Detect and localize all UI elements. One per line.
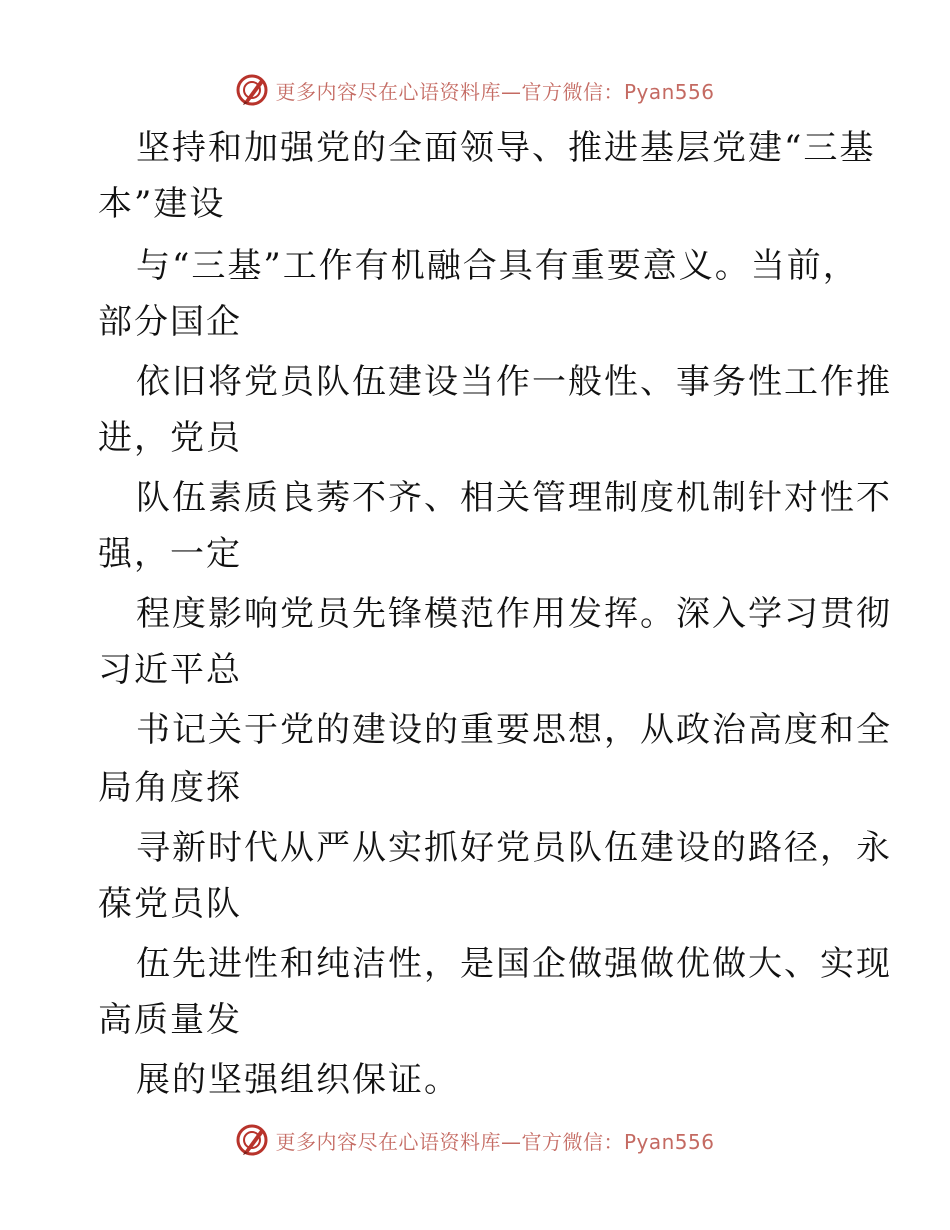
text-line: 书记关于党的建设的重要思想，从政治高度和全 (136, 710, 892, 750)
text-line: 队伍素质良莠不齐、相关管理制度机制针对性不 (136, 478, 892, 518)
text-line: 部分国企 (98, 302, 242, 342)
text-line: 寻新时代从严从实抓好党员队伍建设的路径，永 (136, 828, 892, 868)
footer-banner (0, 1120, 950, 1160)
pen-logo-icon (235, 73, 269, 107)
text-line: 坚持和加强党的全面领导、推进基层党建“三基 (136, 128, 876, 168)
header-banner-text: 更多内容尽在心语资料库—官方微信：Pyan556 (275, 79, 715, 104)
text-line: 强，一定 (98, 534, 242, 574)
text-line: 展的坚强组织保证。 (136, 1060, 460, 1100)
text-line: 进，党员 (98, 418, 242, 458)
text-line: 局角度探 (98, 768, 242, 808)
text-line: 葆党员队 (98, 884, 242, 924)
text-line: 与“三基”工作有机融合具有重要意义。当前， (136, 246, 859, 286)
pen-logo-icon (235, 1123, 269, 1157)
text-line: 习近平总 (98, 650, 242, 690)
footer-banner-text: 更多内容尽在心语资料库—官方微信：Pyan556 (275, 1129, 715, 1154)
text-line: 本”建设 (98, 184, 226, 224)
header-banner (0, 70, 950, 110)
text-line: 依旧将党员队伍建设当作一般性、事务性工作推 (136, 362, 892, 402)
text-line: 程度影响党员先锋模范作用发挥。深入学习贯彻 (136, 594, 892, 634)
text-line: 伍先进性和纯洁性，是国企做强做优做大、实现 (136, 944, 892, 984)
text-line: 高质量发 (98, 1000, 242, 1040)
